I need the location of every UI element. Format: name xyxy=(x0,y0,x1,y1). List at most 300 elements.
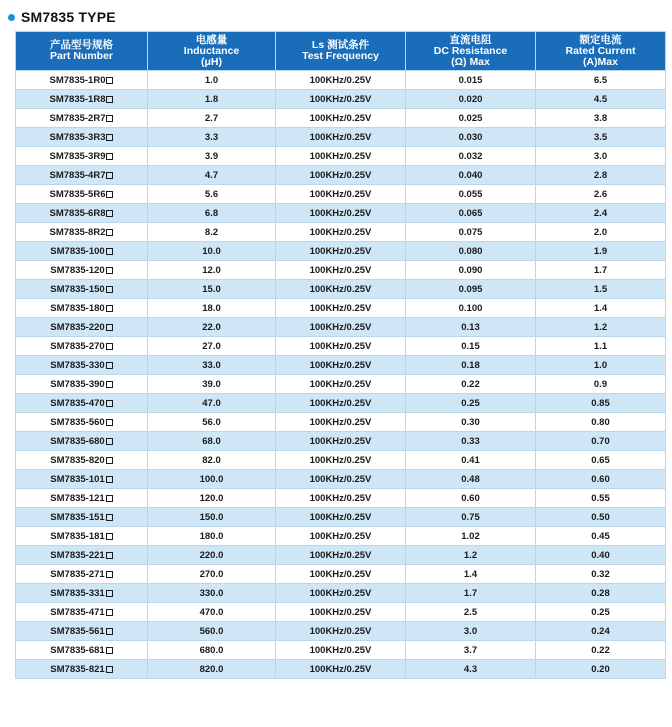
cell-part-number-text: SM7835-471 xyxy=(50,606,105,618)
cell-dc-resistance-text: 0.30 xyxy=(461,416,480,428)
placeholder-box-icon xyxy=(106,438,113,445)
cell-part-number xyxy=(16,242,148,261)
cell-dc-resistance xyxy=(406,413,536,432)
cell-dc-resistance xyxy=(406,185,536,204)
cell-dc-resistance-text: 0.22 xyxy=(461,378,480,390)
cell-part-number xyxy=(16,584,148,603)
cell-part-number-text: SM7835-180 xyxy=(50,302,105,314)
column-header-cn: 电感量 xyxy=(195,33,228,46)
cell-rated-current xyxy=(536,489,666,508)
cell-part-number xyxy=(16,280,148,299)
table-row xyxy=(16,641,666,660)
cell-part-number-text: SM7835-270 xyxy=(50,340,105,352)
cell-inductance-text: 27.0 xyxy=(202,340,221,352)
table-row xyxy=(16,90,666,109)
cell-inductance xyxy=(148,470,276,489)
cell-test-frequency xyxy=(276,413,406,432)
table-row xyxy=(16,299,666,318)
cell-test-frequency-text: 100KHz/0.25V xyxy=(309,264,372,276)
cell-dc-resistance xyxy=(406,432,536,451)
cell-rated-current xyxy=(536,375,666,394)
cell-dc-resistance-text: 0.25 xyxy=(461,397,480,409)
placeholder-box-icon xyxy=(106,305,113,312)
cell-dc-resistance-text: 0.025 xyxy=(458,112,483,124)
placeholder-box-icon xyxy=(106,96,113,103)
cell-test-frequency-text: 100KHz/0.25V xyxy=(309,587,372,599)
cell-inductance-text: 5.6 xyxy=(204,188,219,200)
cell-rated-current-text: 6.5 xyxy=(593,74,608,86)
cell-dc-resistance xyxy=(406,356,536,375)
cell-inductance-text: 18.0 xyxy=(202,302,221,314)
cell-inductance-text: 330.0 xyxy=(199,587,224,599)
table-row xyxy=(16,337,666,356)
cell-rated-current xyxy=(536,261,666,280)
placeholder-box-icon xyxy=(106,362,113,369)
cell-inductance-text: 680.0 xyxy=(199,644,224,656)
column-header-unit: Test Frequency xyxy=(302,50,379,62)
cell-inductance-text: 22.0 xyxy=(202,321,221,333)
cell-rated-current-text: 4.5 xyxy=(593,93,608,105)
cell-test-frequency xyxy=(276,432,406,451)
cell-part-number-text: SM7835-100 xyxy=(50,245,105,257)
cell-dc-resistance xyxy=(406,71,536,90)
cell-dc-resistance-text: 0.33 xyxy=(461,435,480,447)
cell-part-number-text: SM7835-5R6 xyxy=(49,188,106,200)
cell-part-number xyxy=(16,470,148,489)
cell-dc-resistance xyxy=(406,489,536,508)
cell-part-number xyxy=(16,109,148,128)
cell-test-frequency xyxy=(276,299,406,318)
cell-dc-resistance-text: 0.48 xyxy=(461,473,480,485)
cell-inductance xyxy=(148,90,276,109)
cell-dc-resistance-text: 0.080 xyxy=(458,245,483,257)
cell-inductance-text: 560.0 xyxy=(199,625,224,637)
cell-part-number-text: SM7835-1R8 xyxy=(49,93,106,105)
cell-rated-current xyxy=(536,565,666,584)
placeholder-box-icon xyxy=(106,514,113,521)
table-row xyxy=(16,166,666,185)
table-row xyxy=(16,185,666,204)
cell-dc-resistance xyxy=(406,470,536,489)
cell-rated-current xyxy=(536,546,666,565)
cell-inductance-text: 39.0 xyxy=(202,378,221,390)
table-row xyxy=(16,603,666,622)
cell-rated-current-text: 2.6 xyxy=(593,188,608,200)
cell-inductance xyxy=(148,584,276,603)
cell-inductance xyxy=(148,489,276,508)
cell-inductance xyxy=(148,432,276,451)
cell-dc-resistance-text: 4.3 xyxy=(463,663,478,675)
placeholder-box-icon xyxy=(106,590,113,597)
page-title: SM7835 TYPE xyxy=(21,9,116,25)
cell-rated-current-text: 0.32 xyxy=(591,568,610,580)
cell-dc-resistance-text: 1.4 xyxy=(463,568,478,580)
cell-part-number xyxy=(16,622,148,641)
cell-inductance xyxy=(148,375,276,394)
column-header-unit: (A)Max xyxy=(582,55,618,68)
cell-rated-current-text: 0.50 xyxy=(591,511,610,523)
cell-part-number-text: SM7835-8R2 xyxy=(49,226,106,238)
cell-test-frequency xyxy=(276,204,406,223)
table-body xyxy=(16,71,666,679)
placeholder-box-icon xyxy=(106,457,113,464)
cell-part-number-text: SM7835-390 xyxy=(50,378,105,390)
cell-dc-resistance xyxy=(406,508,536,527)
cell-inductance-text: 1.8 xyxy=(204,93,219,105)
cell-test-frequency-text: 100KHz/0.25V xyxy=(309,625,372,637)
cell-part-number-text: SM7835-560 xyxy=(50,416,105,428)
table-row xyxy=(16,660,666,679)
cell-part-number-text: SM7835-120 xyxy=(50,264,105,276)
column-header-en: Ls 测试条件 xyxy=(311,39,370,51)
cell-test-frequency xyxy=(276,451,406,470)
placeholder-box-icon xyxy=(106,134,113,141)
cell-test-frequency xyxy=(276,90,406,109)
cell-test-frequency-text: 100KHz/0.25V xyxy=(309,644,372,656)
placeholder-box-icon xyxy=(106,647,113,654)
cell-test-frequency xyxy=(276,394,406,413)
cell-test-frequency-text: 100KHz/0.25V xyxy=(309,150,372,162)
cell-test-frequency-text: 100KHz/0.25V xyxy=(309,492,372,504)
cell-part-number-text: SM7835-181 xyxy=(50,530,105,542)
cell-dc-resistance-text: 0.15 xyxy=(461,340,480,352)
cell-test-frequency-text: 100KHz/0.25V xyxy=(309,112,372,124)
cell-rated-current-text: 0.65 xyxy=(591,454,610,466)
cell-test-frequency xyxy=(276,280,406,299)
cell-dc-resistance xyxy=(406,166,536,185)
cell-part-number-text: SM7835-3R9 xyxy=(49,150,106,162)
table-row xyxy=(16,394,666,413)
cell-part-number xyxy=(16,299,148,318)
cell-inductance-text: 15.0 xyxy=(202,283,221,295)
cell-inductance xyxy=(148,394,276,413)
cell-rated-current xyxy=(536,660,666,679)
cell-test-frequency-text: 100KHz/0.25V xyxy=(309,169,372,181)
placeholder-box-icon xyxy=(106,552,113,559)
cell-test-frequency xyxy=(276,242,406,261)
cell-test-frequency xyxy=(276,109,406,128)
placeholder-box-icon xyxy=(106,115,113,122)
cell-inductance xyxy=(148,603,276,622)
cell-test-frequency-text: 100KHz/0.25V xyxy=(309,131,372,143)
cell-dc-resistance-text: 0.055 xyxy=(458,188,483,200)
placeholder-box-icon xyxy=(106,343,113,350)
cell-part-number-text: SM7835-2R7 xyxy=(49,112,106,124)
table-row xyxy=(16,204,666,223)
cell-dc-resistance xyxy=(406,261,536,280)
cell-dc-resistance xyxy=(406,451,536,470)
column-header-dc-resistance xyxy=(406,32,536,71)
cell-dc-resistance-text: 0.13 xyxy=(461,321,480,333)
cell-rated-current-text: 3.0 xyxy=(593,150,608,162)
cell-test-frequency-text: 100KHz/0.25V xyxy=(309,188,372,200)
cell-dc-resistance xyxy=(406,128,536,147)
cell-dc-resistance xyxy=(406,375,536,394)
cell-dc-resistance-text: 0.075 xyxy=(458,226,483,238)
cell-test-frequency xyxy=(276,166,406,185)
cell-dc-resistance-text: 3.0 xyxy=(463,625,478,637)
cell-rated-current xyxy=(536,337,666,356)
cell-part-number xyxy=(16,451,148,470)
cell-inductance-text: 2.7 xyxy=(204,112,219,124)
cell-rated-current xyxy=(536,299,666,318)
cell-rated-current xyxy=(536,470,666,489)
placeholder-box-icon xyxy=(106,210,113,217)
cell-inductance-text: 10.0 xyxy=(202,245,221,257)
cell-test-frequency-text: 100KHz/0.25V xyxy=(309,93,372,105)
cell-dc-resistance xyxy=(406,337,536,356)
placeholder-box-icon xyxy=(106,267,113,274)
cell-test-frequency xyxy=(276,508,406,527)
cell-rated-current-text: 0.85 xyxy=(591,397,610,409)
placeholder-box-icon xyxy=(106,571,113,578)
placeholder-box-icon xyxy=(106,533,113,540)
cell-part-number xyxy=(16,527,148,546)
cell-inductance xyxy=(148,622,276,641)
cell-rated-current-text: 1.2 xyxy=(593,321,608,333)
cell-inductance-text: 1.0 xyxy=(204,74,219,86)
cell-dc-resistance xyxy=(406,641,536,660)
table-row xyxy=(16,584,666,603)
cell-inductance-text: 12.0 xyxy=(202,264,221,276)
cell-rated-current-text: 0.24 xyxy=(591,625,610,637)
cell-rated-current-text: 2.0 xyxy=(593,226,608,238)
cell-dc-resistance-text: 0.065 xyxy=(458,207,483,219)
cell-rated-current-text: 0.45 xyxy=(591,530,610,542)
table-row xyxy=(16,109,666,128)
cell-rated-current-text: 0.60 xyxy=(591,473,610,485)
cell-dc-resistance-text: 0.040 xyxy=(458,169,483,181)
cell-part-number-text: SM7835-681 xyxy=(50,644,105,656)
cell-part-number xyxy=(16,546,148,565)
cell-test-frequency xyxy=(276,375,406,394)
cell-part-number-text: SM7835-101 xyxy=(50,473,105,485)
cell-test-frequency-text: 100KHz/0.25V xyxy=(309,378,372,390)
cell-inductance-text: 33.0 xyxy=(202,359,221,371)
cell-part-number-text: SM7835-6R8 xyxy=(49,207,106,219)
placeholder-box-icon xyxy=(106,191,113,198)
cell-inductance xyxy=(148,147,276,166)
placeholder-box-icon xyxy=(106,77,113,84)
cell-rated-current-text: 1.7 xyxy=(593,264,608,276)
cell-dc-resistance-text: 0.60 xyxy=(461,492,480,504)
cell-rated-current xyxy=(536,128,666,147)
cell-rated-current-text: 0.40 xyxy=(591,549,610,561)
cell-test-frequency xyxy=(276,71,406,90)
cell-inductance-text: 8.2 xyxy=(204,226,219,238)
cell-rated-current-text: 0.70 xyxy=(591,435,610,447)
cell-part-number-text: SM7835-331 xyxy=(50,587,105,599)
table-row xyxy=(16,413,666,432)
cell-dc-resistance xyxy=(406,299,536,318)
cell-rated-current-text: 0.80 xyxy=(591,416,610,428)
cell-dc-resistance-text: 2.5 xyxy=(463,606,478,618)
placeholder-box-icon xyxy=(106,229,113,236)
cell-rated-current-text: 2.8 xyxy=(593,169,608,181)
cell-part-number xyxy=(16,147,148,166)
cell-dc-resistance-text: 0.095 xyxy=(458,283,483,295)
cell-dc-resistance-text: 0.020 xyxy=(458,93,483,105)
cell-part-number xyxy=(16,394,148,413)
cell-part-number xyxy=(16,413,148,432)
cell-dc-resistance-text: 0.75 xyxy=(461,511,480,523)
cell-rated-current xyxy=(536,109,666,128)
cell-test-frequency xyxy=(276,622,406,641)
cell-part-number xyxy=(16,356,148,375)
cell-test-frequency-text: 100KHz/0.25V xyxy=(309,359,372,371)
cell-test-frequency xyxy=(276,641,406,660)
cell-part-number xyxy=(16,261,148,280)
column-header-en: Inductance xyxy=(183,44,240,57)
cell-rated-current-text: 2.4 xyxy=(593,207,608,219)
cell-test-frequency-text: 100KHz/0.25V xyxy=(309,340,372,352)
cell-dc-resistance-text: 0.100 xyxy=(458,302,483,314)
cell-part-number xyxy=(16,71,148,90)
cell-inductance xyxy=(148,71,276,90)
cell-rated-current xyxy=(536,185,666,204)
cell-dc-resistance-text: 0.41 xyxy=(461,454,480,466)
cell-part-number xyxy=(16,432,148,451)
cell-part-number-text: SM7835-150 xyxy=(50,283,105,295)
cell-dc-resistance-text: 0.032 xyxy=(458,150,483,162)
cell-rated-current xyxy=(536,508,666,527)
cell-part-number-text: SM7835-821 xyxy=(50,663,105,675)
cell-inductance xyxy=(148,660,276,679)
cell-rated-current xyxy=(536,584,666,603)
placeholder-box-icon xyxy=(106,400,113,407)
table-row xyxy=(16,356,666,375)
cell-rated-current-text: 1.1 xyxy=(593,340,608,352)
cell-inductance-text: 820.0 xyxy=(199,663,224,675)
cell-test-frequency xyxy=(276,337,406,356)
cell-inductance xyxy=(148,508,276,527)
table-row xyxy=(16,223,666,242)
cell-test-frequency xyxy=(276,565,406,584)
cell-part-number xyxy=(16,185,148,204)
cell-test-frequency-text: 100KHz/0.25V xyxy=(309,511,372,523)
table-row xyxy=(16,280,666,299)
cell-rated-current-text: 0.9 xyxy=(593,378,608,390)
cell-part-number-text: SM7835-151 xyxy=(50,511,105,523)
cell-inductance xyxy=(148,261,276,280)
cell-rated-current-text: 3.5 xyxy=(593,131,608,143)
cell-rated-current-text: 1.0 xyxy=(593,359,608,371)
cell-inductance xyxy=(148,109,276,128)
cell-inductance-text: 56.0 xyxy=(202,416,221,428)
cell-test-frequency xyxy=(276,546,406,565)
cell-inductance xyxy=(148,128,276,147)
table-row xyxy=(16,527,666,546)
cell-part-number xyxy=(16,318,148,337)
section-heading xyxy=(8,6,116,28)
placeholder-box-icon xyxy=(106,286,113,293)
cell-dc-resistance xyxy=(406,527,536,546)
cell-rated-current-text: 1.9 xyxy=(593,245,608,257)
cell-dc-resistance-text: 3.7 xyxy=(463,644,478,656)
column-header-cn: 产品型号规格 xyxy=(50,39,113,51)
cell-test-frequency-text: 100KHz/0.25V xyxy=(309,245,372,257)
cell-rated-current-text: 1.5 xyxy=(593,283,608,295)
cell-inductance xyxy=(148,356,276,375)
table-row xyxy=(16,432,666,451)
cell-rated-current xyxy=(536,622,666,641)
cell-inductance xyxy=(148,223,276,242)
cell-rated-current-text: 0.22 xyxy=(591,644,610,656)
placeholder-box-icon xyxy=(106,495,113,502)
cell-rated-current xyxy=(536,90,666,109)
cell-rated-current xyxy=(536,147,666,166)
cell-test-frequency-text: 100KHz/0.25V xyxy=(309,302,372,314)
cell-dc-resistance xyxy=(406,622,536,641)
cell-inductance-text: 68.0 xyxy=(202,435,221,447)
placeholder-box-icon xyxy=(106,666,113,673)
cell-inductance-text: 150.0 xyxy=(199,511,224,523)
cell-test-frequency xyxy=(276,128,406,147)
cell-dc-resistance xyxy=(406,318,536,337)
cell-part-number-text: SM7835-820 xyxy=(50,454,105,466)
cell-test-frequency xyxy=(276,261,406,280)
cell-inductance-text: 82.0 xyxy=(202,454,221,466)
cell-part-number-text: SM7835-221 xyxy=(50,549,105,561)
header-row xyxy=(16,32,666,71)
cell-rated-current xyxy=(536,603,666,622)
cell-part-number xyxy=(16,223,148,242)
table-row xyxy=(16,71,666,90)
cell-inductance xyxy=(148,280,276,299)
cell-inductance xyxy=(148,318,276,337)
cell-part-number-text: SM7835-121 xyxy=(50,492,105,504)
cell-rated-current xyxy=(536,242,666,261)
cell-rated-current xyxy=(536,166,666,185)
column-header-part-number xyxy=(16,32,148,71)
cell-dc-resistance xyxy=(406,280,536,299)
cell-part-number xyxy=(16,508,148,527)
cell-test-frequency xyxy=(276,584,406,603)
column-header-en: DC Resistance xyxy=(433,44,508,57)
table-row xyxy=(16,147,666,166)
cell-dc-resistance-text: 0.18 xyxy=(461,359,480,371)
cell-dc-resistance xyxy=(406,204,536,223)
cell-part-number xyxy=(16,489,148,508)
cell-test-frequency xyxy=(276,356,406,375)
cell-part-number xyxy=(16,166,148,185)
cell-test-frequency-text: 100KHz/0.25V xyxy=(309,283,372,295)
cell-inductance xyxy=(148,546,276,565)
table-row xyxy=(16,261,666,280)
cell-part-number xyxy=(16,603,148,622)
cell-rated-current xyxy=(536,451,666,470)
cell-part-number-text: SM7835-220 xyxy=(50,321,105,333)
column-header-cn: 额定电流 xyxy=(579,33,622,46)
cell-test-frequency-text: 100KHz/0.25V xyxy=(309,530,372,542)
cell-test-frequency xyxy=(276,318,406,337)
cell-rated-current xyxy=(536,223,666,242)
cell-inductance-text: 6.8 xyxy=(204,207,219,219)
cell-dc-resistance-text: 1.02 xyxy=(461,530,480,542)
cell-inductance xyxy=(148,641,276,660)
table-row xyxy=(16,128,666,147)
cell-dc-resistance xyxy=(406,660,536,679)
cell-inductance xyxy=(148,166,276,185)
cell-test-frequency xyxy=(276,223,406,242)
cell-inductance-text: 270.0 xyxy=(199,568,224,580)
cell-dc-resistance xyxy=(406,584,536,603)
cell-rated-current xyxy=(536,71,666,90)
table-row xyxy=(16,489,666,508)
cell-dc-resistance xyxy=(406,394,536,413)
placeholder-box-icon xyxy=(106,248,113,255)
cell-test-frequency-text: 100KHz/0.25V xyxy=(309,321,372,333)
